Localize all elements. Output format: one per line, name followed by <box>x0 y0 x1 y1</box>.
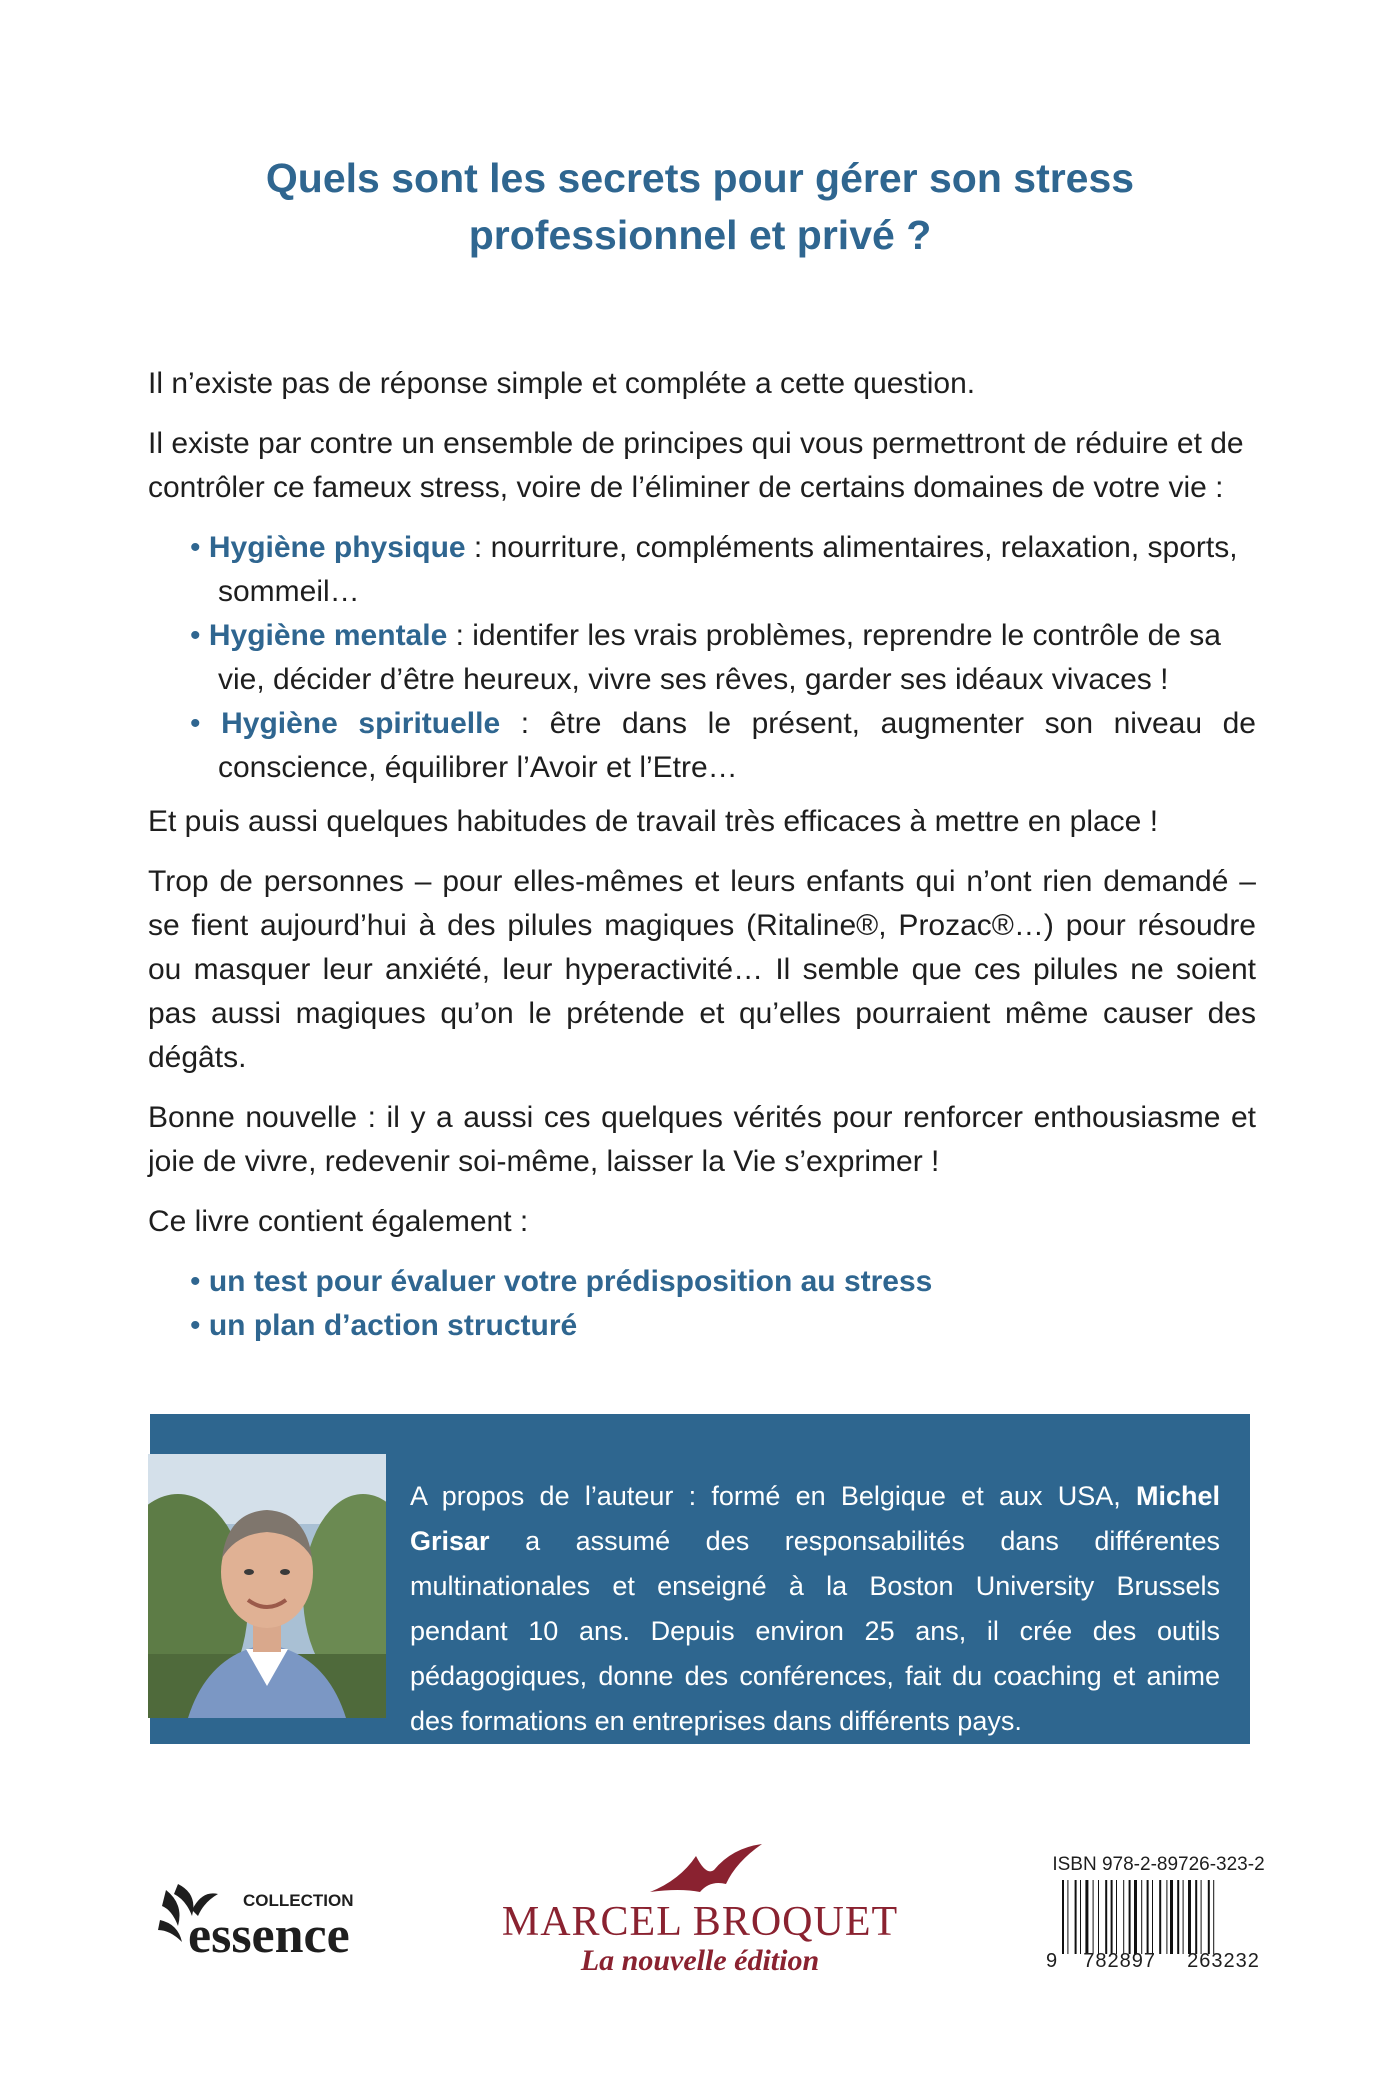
barcode-bar <box>1195 1880 1197 1954</box>
barcode-digit-group-2: 263232 <box>1187 1950 1260 1972</box>
hygiene-text: : être dans le présent, augmenter son niveau de conscience, équilibrer l’Avoir et l’Etre… <box>218 707 1256 784</box>
barcode-bar <box>1177 1880 1179 1954</box>
hygiene-item-physique <box>148 526 1256 614</box>
barcode-bar <box>1129 1880 1131 1954</box>
barcode-bar <box>1111 1880 1113 1954</box>
barcode-bar <box>1208 1880 1210 1954</box>
hygiene-lead: Hygiène mentale <box>208 619 448 652</box>
author-bio-rest: a assumé des responsabilités dans différentes multinationales et enseigné à la Boston University Brussels pendant 10 ans. Depuis environ 25 ans, il crée des outils pédagogiques, donne des conférences, fait du coaching et anime des formations en entreprises dans différents pays. <box>410 1526 1220 1736</box>
barcode-bar <box>1116 1880 1117 1954</box>
bullet-dot: • <box>190 619 209 652</box>
barcode-bar <box>1201 1880 1202 1954</box>
contents-item-text: un plan d’action structuré <box>208 1309 578 1342</box>
barcode-bar <box>1166 1880 1167 1954</box>
barcode-digits <box>1046 1950 1271 1973</box>
barcode-icon <box>1046 1880 1271 1954</box>
hygiene-item-mentale <box>148 614 1256 702</box>
barcode-bar <box>1159 1880 1161 1954</box>
publisher-name: MARCEL BROQUET <box>501 1899 899 1945</box>
middle-paragraph-4: Ce livre contient également : <box>148 1205 529 1238</box>
intro-paragraph-1: Il n’existe pas de réponse simple et compléte a cette question. <box>148 367 976 400</box>
contents-list <box>148 1260 1256 1348</box>
hygiene-list <box>148 526 1256 790</box>
intro-block <box>148 362 1256 790</box>
intro-paragraph-2: Il existe par contre un ensemble de principes qui vous permettront de réduire et de contrôler ce fameux stress, voire de l’éliminer de certains domaines de votre vie : <box>148 427 1244 504</box>
essence-logo-image <box>158 1880 408 1970</box>
bird-icon <box>500 1840 900 1900</box>
middle-paragraph-3: Bonne nouvelle : il y a aussi ces quelques vérités pour renforcer enthousiasme et joie de vivre, redevenir soi-même, laisser la Vie s’exprimer ! <box>148 1101 1256 1178</box>
barcode-bar <box>1152 1880 1153 1954</box>
bullet-dot: • <box>190 707 222 740</box>
isbn-label: ISBN 978-2-89726-323-2 <box>1052 1854 1265 1875</box>
barcode-bar <box>1080 1880 1081 1954</box>
bullet-dot: • <box>190 1265 209 1298</box>
author-portrait-image <box>148 1454 386 1718</box>
publisher-subtitle: La nouvelle édition <box>580 1944 820 1977</box>
hygiene-text: : nourriture, compléments alimentaires, relaxation, sports, sommeil… <box>218 531 1238 608</box>
author-bio <box>410 1474 1220 1744</box>
barcode-bar <box>1067 1880 1068 1954</box>
barcode-bar <box>1123 1880 1124 1954</box>
barcode-bar <box>1093 1880 1094 1954</box>
middle-paragraph-1: Et puis aussi quelques habitudes de travail très efficaces à mettre en place ! <box>148 805 1159 838</box>
barcode-bar <box>1188 1880 1191 1954</box>
hygiene-lead: Hygiène physique <box>208 531 466 564</box>
collection-name: essence <box>188 1907 350 1964</box>
barcode-digit-group-1: 782897 <box>1083 1950 1156 1972</box>
contents-item <box>148 1304 1256 1348</box>
collection-essence-logo <box>158 1880 408 1970</box>
collection-label: COLLECTION <box>243 1891 354 1910</box>
barcode-digit-first: 9 <box>1046 1950 1059 1972</box>
back-cover-headline <box>150 150 1250 264</box>
publisher-logo <box>500 1840 900 1980</box>
bullet-dot: • <box>190 1309 209 1342</box>
barcode-bar <box>1085 1880 1088 1954</box>
isbn-barcode <box>1046 1854 1271 1974</box>
barcode-bar <box>1170 1880 1173 1954</box>
barcode-bar <box>1183 1880 1184 1954</box>
barcode-bar <box>1147 1880 1149 1954</box>
headline-line-1: Quels sont les secrets pour gérer son stress <box>265 155 1135 201</box>
hygiene-text: : identifer les vrais problèmes, reprendre le contrôle de sa vie, décider d’être heureux, vivre ses rêves, garder ses idéaux vivaces ! <box>218 619 1221 696</box>
bullet-dot: • <box>190 531 209 564</box>
barcode-bar <box>1062 1880 1064 1954</box>
middle-paragraph-2: Trop de personnes – pour elles-mêmes et leurs enfants qui n’ont rien demandé – se fient aujourd’hui à des pilules magiques (Ritaline®, Prozac®…) pour résoudre ou masquer leur anxiété, leur hyperactivité… Il semble que ces pilules ne soient pas aussi magiques qu’on le prétende et qu’elles pourraient même causer des dégâts. <box>148 865 1256 1074</box>
barcode-bar <box>1098 1880 1099 1954</box>
contents-item <box>148 1260 1256 1304</box>
headline-line-2: professionnel et privé ? <box>468 212 932 258</box>
hygiene-lead: Hygiène spirituelle <box>221 707 501 740</box>
author-bio-intro: A propos de l’auteur : formé en Belgique et aux USA, <box>410 1481 1136 1511</box>
barcode-bar <box>1105 1880 1107 1954</box>
barcode-bar <box>1141 1880 1142 1954</box>
author-photo <box>148 1454 386 1718</box>
barcode-bar <box>1213 1880 1214 1954</box>
hygiene-item-spirituelle <box>148 702 1256 790</box>
barcode-bar <box>1075 1880 1077 1954</box>
barcode-bar <box>1134 1880 1137 1954</box>
middle-block <box>148 800 1256 1348</box>
contents-item-text: un test pour évaluer votre prédisposition au stress <box>208 1265 933 1298</box>
author-name: Michel Grisar <box>410 1481 1220 1556</box>
